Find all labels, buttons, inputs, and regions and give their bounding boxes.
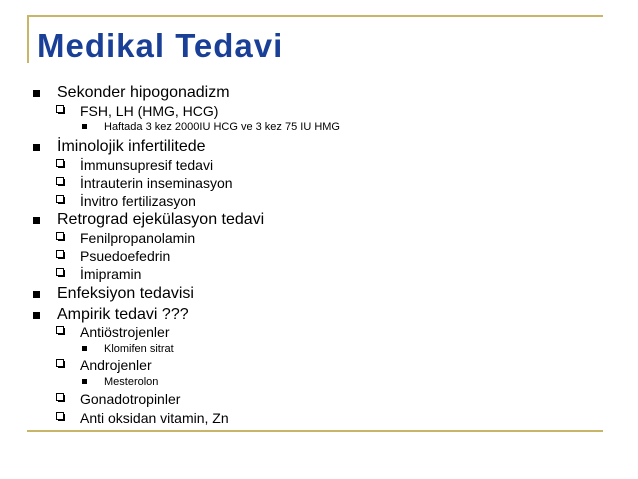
list-item-text: Enfeksiyon tedavisi	[57, 285, 194, 302]
list-item-text: Anti oksidan vitamin, Zn	[80, 410, 229, 426]
square-bullet-icon	[33, 144, 40, 151]
list-item-text: Psuedoefedrin	[80, 248, 171, 264]
list-item-text: Haftada 3 kez 2000IU HCG ve 3 kez 75 IU HMG	[104, 121, 340, 133]
list-item-text: FSH, LH (HMG, HCG)	[80, 103, 219, 119]
square-bullet-icon	[33, 217, 40, 224]
list-item	[104, 375, 158, 389]
box-bullet-icon	[56, 326, 65, 335]
list-item	[57, 284, 194, 304]
slide-title: Medikal Tedavi	[37, 27, 284, 64]
list-item-text: Retrograd ejekülasyon tedavi	[57, 211, 265, 228]
list-item	[80, 409, 229, 427]
top-rule	[27, 15, 603, 17]
square-bullet-icon	[82, 346, 87, 351]
list-item	[80, 323, 170, 341]
square-bullet-icon	[82, 124, 87, 129]
list-item-text: İntrauterin inseminasyon	[80, 175, 233, 191]
list-item-text: İminolojik infertilitede	[57, 138, 206, 155]
list-item-text: Antiöstrojenler	[80, 324, 170, 340]
box-bullet-icon	[56, 195, 65, 204]
list-item-text: İmipramin	[80, 266, 142, 282]
list-item-text: Klomifen sitrat	[104, 343, 174, 355]
list-item	[80, 356, 152, 374]
box-bullet-icon	[56, 268, 65, 277]
list-item-text: Androjenler	[80, 357, 152, 373]
box-bullet-icon	[56, 250, 65, 259]
box-bullet-icon	[56, 177, 65, 186]
list-item	[80, 192, 196, 210]
list-item	[104, 120, 340, 134]
list-item	[80, 174, 233, 192]
list-item	[57, 83, 230, 103]
square-bullet-icon	[82, 379, 87, 384]
list-item	[80, 265, 141, 283]
list-item	[57, 137, 206, 157]
box-bullet-icon	[56, 105, 65, 114]
box-bullet-icon	[56, 393, 65, 402]
list-item-text: Mesterolon	[104, 376, 159, 388]
list-item	[57, 305, 189, 325]
square-bullet-icon	[33, 312, 40, 319]
box-bullet-icon	[56, 232, 65, 241]
list-item	[57, 210, 264, 230]
square-bullet-icon	[33, 291, 40, 298]
bottom-rule	[27, 430, 603, 432]
list-item	[80, 390, 180, 408]
list-item-text: Fenilpropanolamin	[80, 230, 196, 246]
list-item-text: Gonadotropinler	[80, 391, 181, 407]
list-item	[80, 156, 213, 174]
list-item-text: Ampirik tedavi ???	[57, 306, 189, 323]
list-item-text: İmmunsupresif tedavi	[80, 157, 214, 173]
square-bullet-icon	[33, 90, 40, 97]
left-rule	[27, 15, 29, 63]
list-item	[80, 247, 170, 265]
list-item	[80, 229, 195, 247]
box-bullet-icon	[56, 159, 65, 168]
list-item-text: İnvitro fertilizasyon	[80, 193, 196, 209]
list-item	[104, 342, 174, 356]
list-item-text: Sekonder hipogonadizm	[57, 84, 230, 101]
list-item	[80, 102, 218, 120]
box-bullet-icon	[56, 359, 65, 368]
box-bullet-icon	[56, 412, 65, 421]
